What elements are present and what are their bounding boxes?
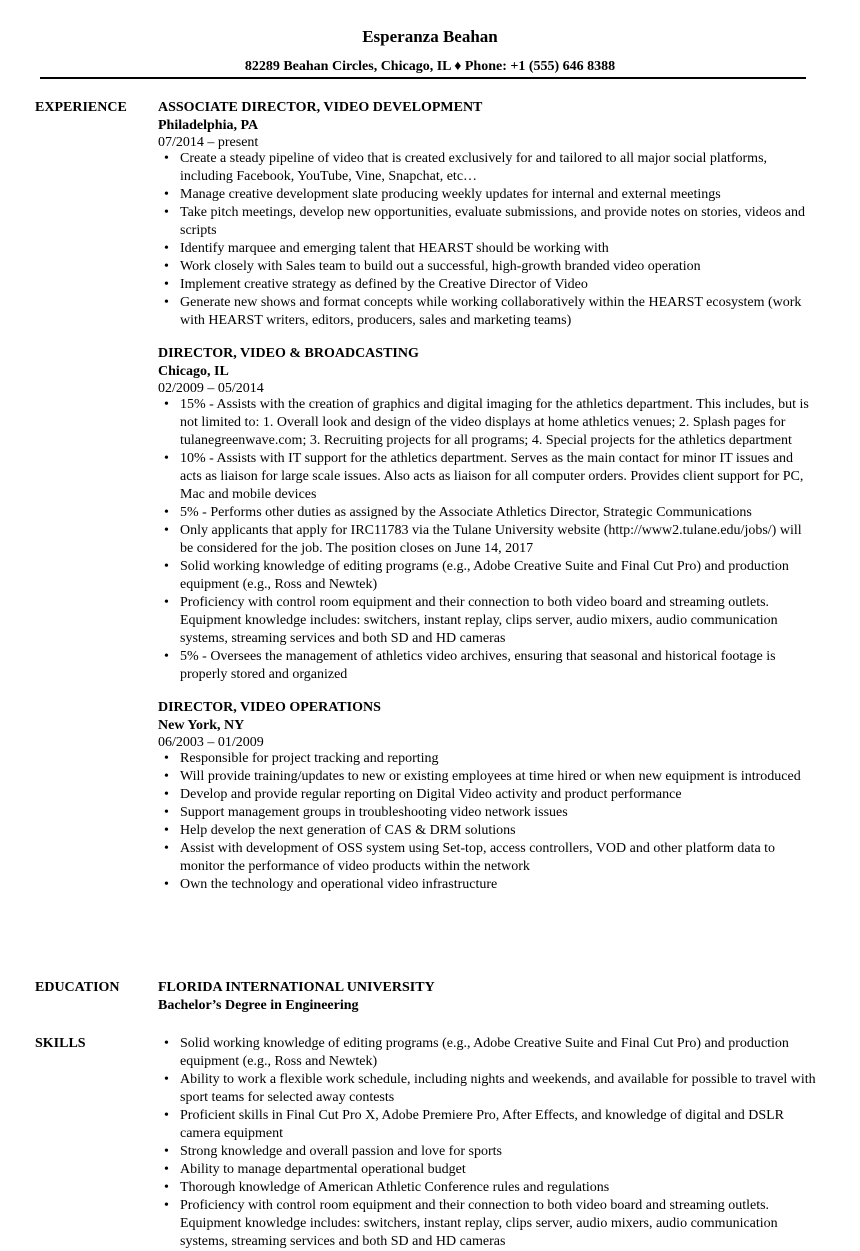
bullet-item: • Implement creative strategy as defined by the Creative Director of Video [158, 276, 818, 294]
job-bullets [158, 750, 818, 894]
job-entry [158, 99, 818, 330]
candidate-name: Esperanza Beahan [362, 27, 498, 46]
section-label-education: EDUCATION [35, 980, 120, 995]
job-dates: 07/2014 – present [158, 135, 259, 150]
bullet-item: • Responsible for project tracking and reporting [158, 750, 818, 768]
bullet-item: • Will provide training/updates to new or existing employees at time hired or when new equipment is introduced [158, 768, 818, 786]
section-label-skills: SKILLS [35, 1036, 86, 1051]
bullet-item: • Create a steady pipeline of video that is created exclusively for and tailored to all major social platforms, including Facebook, YouTube, Vine, Snapchat, etc… [158, 150, 818, 186]
education-body [158, 979, 818, 1015]
job-bullets [158, 396, 818, 684]
bullet-item: • Solid working knowledge of editing programs (e.g., Adobe Creative Suite and Final Cut Pro) and production equipment (e.g., Ross and Newtek) [158, 558, 818, 594]
skill-item: • Ability to work a flexible work schedule, including nights and weekends, and available for possible to travel with sport teams for selected away contests [158, 1071, 818, 1107]
bullet-item: • Only applicants that apply for IRC11783 via the Tulane University website (http://www2.tulane.edu/jobs/) will be considered for the job. The position closes on June 14, 2017 [158, 522, 818, 558]
job-title: DIRECTOR, VIDEO & BROADCASTING [158, 346, 419, 361]
job-dates: 06/2003 – 01/2009 [158, 735, 264, 750]
skill-item: • Strong knowledge and overall passion and love for sports [158, 1143, 818, 1161]
skills-body [158, 1035, 818, 1251]
skill-item: • Proficient skills in Final Cut Pro X, Adobe Premiere Pro, After Effects, and knowledge of digital and DSLR camera equipment [158, 1107, 818, 1143]
bullet-item: • Identify marquee and emerging talent that HEARST should be working with [158, 240, 818, 258]
bullet-item: • 5% - Oversees the management of athletics video archives, ensuring that seasonal and historical footage is properly stored and organized [158, 648, 818, 684]
experience-body [158, 99, 818, 909]
header-divider [40, 77, 806, 79]
bullet-item: • Develop and provide regular reporting on Digital Video activity and product performance [158, 786, 818, 804]
bullet-item: • Help develop the next generation of CAS & DRM solutions [158, 822, 818, 840]
bullet-item: • Generate new shows and format concepts while working collaboratively within the HEARST ecosystem (work with HEARST writers, editors, producers, sales and marketing teams) [158, 294, 818, 330]
job-location: New York, NY [158, 718, 245, 733]
school-name: FLORIDA INTERNATIONAL UNIVERSITY [158, 980, 435, 995]
job-bullets [158, 150, 818, 330]
bullet-item: • Support management groups in troubleshooting video network issues [158, 804, 818, 822]
job-entry [158, 699, 818, 894]
skill-item: • Ability to manage departmental operational budget [158, 1161, 818, 1179]
bullet-item: • 5% - Performs other duties as assigned by the Associate Athletics Director, Strategic Communications [158, 504, 818, 522]
bullet-item: • Manage creative development slate producing weekly updates for internal and external meetings [158, 186, 818, 204]
skill-item: • Solid working knowledge of editing programs (e.g., Adobe Creative Suite and Final Cut Pro) and production equipment (e.g., Ross and Newtek) [158, 1035, 818, 1071]
job-title: DIRECTOR, VIDEO OPERATIONS [158, 700, 381, 715]
contact-line: 82289 Beahan Circles, Chicago, IL ♦ Phone: +1 (555) 646 8388 [244, 59, 616, 74]
degree: Bachelor’s Degree in Engineering [158, 998, 359, 1013]
skill-item: • Thorough knowledge of American Athletic Conference rules and regulations [158, 1179, 818, 1197]
job-dates: 02/2009 – 05/2014 [158, 381, 264, 396]
section-label-experience: EXPERIENCE [35, 100, 127, 115]
job-entry [158, 345, 818, 684]
job-title: ASSOCIATE DIRECTOR, VIDEO DEVELOPMENT [158, 100, 483, 115]
job-location: Chicago, IL [158, 364, 229, 379]
bullet-item: • Assist with development of OSS system using Set-top, access controllers, VOD and other platform data to monitor the performance of video products within the network [158, 840, 818, 876]
resume-header [0, 0, 860, 76]
job-location: Philadelphia, PA [158, 118, 259, 133]
skills-list [158, 1035, 818, 1251]
bullet-item: • 10% - Assists with IT support for the athletics department. Serves as the main contact for minor IT issues and acts as liaison for large scale issues. Also acts as liaison for all computer orders. Provides client support for PC, Mac and mobile devices [158, 450, 818, 504]
skill-item: • Proficiency with control room equipment and their connection to both video board and streaming outlets. Equipment knowledge includes: switchers, instant replay, clips server, audio mixers, audio communication systems, streaming services and both SD and HD cameras [158, 1197, 818, 1251]
bullet-item: • Proficiency with control room equipment and their connection to both video board and streaming outlets. Equipment knowledge includes: switchers, instant replay, clips server, audio mixers, audio communication systems, streaming services and both SD and HD cameras [158, 594, 818, 648]
bullet-item: • Own the technology and operational video infrastructure [158, 876, 818, 894]
bullet-item: • Work closely with Sales team to build out a successful, high-growth branded video operation [158, 258, 818, 276]
bullet-item: • Take pitch meetings, develop new opportunities, evaluate submissions, and provide notes on stories, videos and scripts [158, 204, 818, 240]
bullet-item: • 15% - Assists with the creation of graphics and digital imaging for the athletics department. This includes, but is not limited to: 1. Overall look and design of the video displays at home athletics venues; 2. Splash pages for tulanegreenwave.com; 3. Recruiting projects for all programs; 4. Special projects for the athletics department [158, 396, 818, 450]
